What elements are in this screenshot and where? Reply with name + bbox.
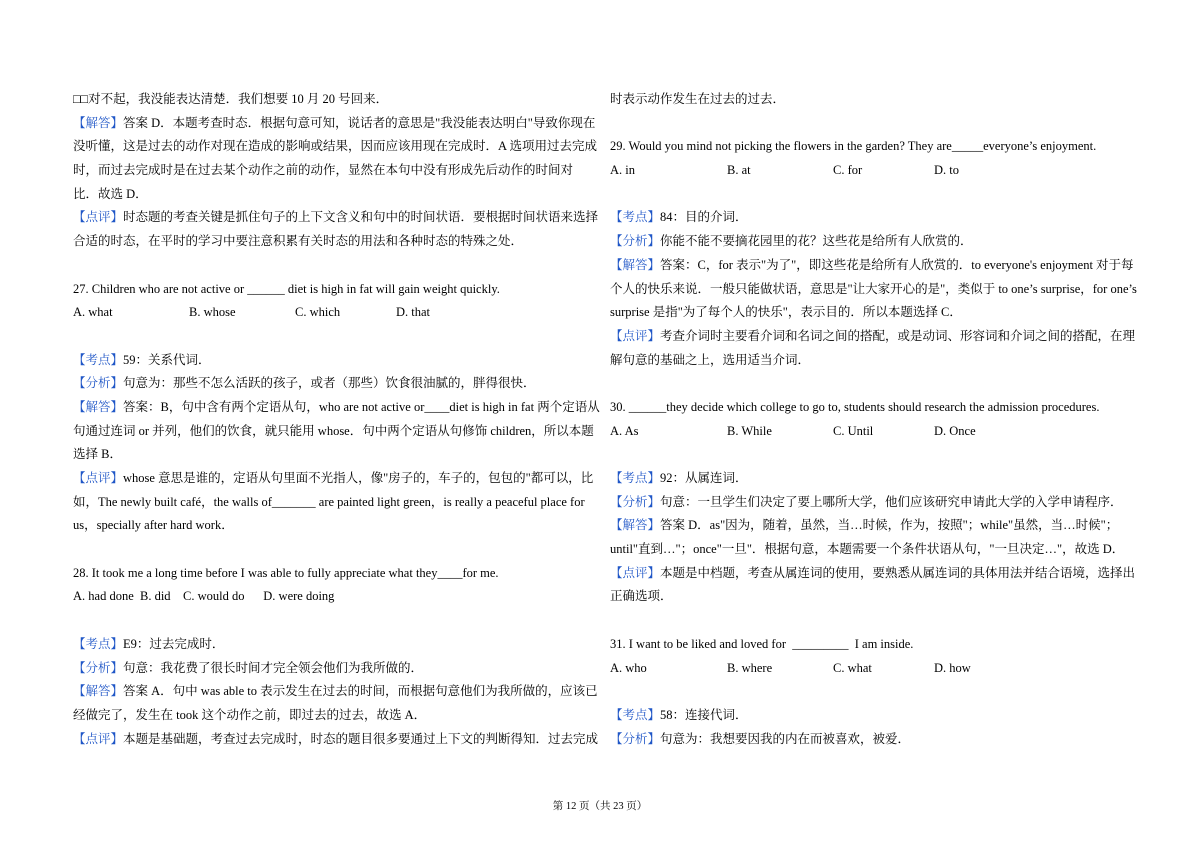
option-a: A. As [610,423,639,438]
question-29: 29. Would you mind not picking the flowers in the garden? They are_____everyone’s enjoyment. [610,139,1097,154]
knowledge-tag: 【考点】 [610,707,661,722]
knowledge-tag: 【考点】 [73,636,124,651]
analysis-tag: 【分析】 [73,376,124,391]
knowledge-point: 【考点】E9：过去完成时． [73,636,225,651]
answer-tag: 【解答】 [73,399,124,414]
option-c: C. which [295,305,341,320]
answer-line: 【解答】答案：B，句中含有两个定语从句，who are not active or____diet is high in fat 两个定语从 [73,399,600,414]
knowledge-point: 【考点】59：关系代词． [73,352,211,367]
option-a: A. in [610,163,635,178]
knowledge-point: 【考点】84：目的介词． [610,210,748,225]
answer-tag: 【解答】 [73,684,124,699]
option-a: A. who [610,660,647,675]
comment-line: us，specially after hard work． [73,518,234,533]
answer-line: 选择 B． [73,447,122,462]
knowledge-tag: 【考点】 [73,352,124,367]
answer-line: 句通过连词 or 并列，他们的饮食，就只能用 whose．句中两个定语从句修饰 children，所以本题 [73,423,594,438]
answer-tag: 【解答】 [610,257,661,272]
knowledge-point: 【考点】92：从属连词． [610,471,748,485]
analysis-tag: 【分析】 [610,494,661,509]
answer-line: 【解答】答案：C，for 表示"为了"，即这些花是给所有人欣赏的．to everyone's enjoyment 对于每 [610,257,1134,272]
question-28: 28. It took me a long time before I was able to fully appreciate what they____for me. [73,565,499,580]
answer-line: 时表示动作发生在过去的过去． [610,92,786,106]
right-column [610,88,1137,751]
comment-tag: 【点评】 [73,731,124,746]
comment-tag: 【点评】 [610,565,661,580]
answer-line: □□对不起，我没能表达清楚．我们想要 10 月 20 号回来． [73,92,389,106]
comment-line: 【点评】本题是基础题，考查过去完成时，时态的题目很多要通过上下文的判断得知．过去完成 [73,731,599,746]
option-b: B. at [727,163,751,178]
option-b: B. While [727,423,772,438]
option-d: D. that [396,305,431,320]
answer-line: until"直到…"；once"一旦"．根据句意，本题需要一个条件状语从句，"一旦决定…"，故选 D． [610,542,1125,557]
analysis-tag: 【分析】 [610,731,661,746]
left-column [73,88,600,751]
comment-line: 【点评】whose 意思是谁的，定语从句里面不光指人，像"房子的，车子的，包包的"都可以，比 [73,471,594,485]
option-b: B. whose [189,305,236,320]
question-30: 30. ______they decide which college to go to, students should research the admission procedures. [610,399,1100,414]
comment-tag: 【点评】 [73,471,124,485]
answer-line: 【解答】答案 A．句中 was able to 表示发生在过去的时间，而根据句意他们为我所做的，应该已 [73,684,598,699]
analysis: 【分析】句意：一旦学生们决定了要上哪所大学，他们应该研究申请此大学的入学申请程序． [610,494,1123,509]
knowledge-tag: 【考点】 [610,471,661,485]
analysis-tag: 【分析】 [73,660,124,675]
analysis: 【分析】句意为：我想要因我的内在而被喜欢，被爱． [610,731,911,746]
question-31-options [610,657,1128,681]
answer-line: 比．故选 D． [73,186,148,201]
answer-tag: 【解答】 [73,115,124,130]
comment-line: 解句意的基础之上，选用适当介词． [610,352,811,367]
question-28-options: A. had done B. did C. would do D. were doing [73,589,335,604]
answer-line: 没听懂，这是过去的动作对现在造成的影响或结果，因而应该用现在完成时．A 选项用过去完成 [73,139,597,154]
question-27-options [73,301,591,325]
answer-line: 【解答】答案 D．本题考查时态．根据句意可知，说话者的意思是"我没能表达明白"导致你现在 [73,115,596,130]
analysis: 【分析】句意：我花费了很长时间才完全领会他们为我所做的． [73,660,424,675]
option-c: C. Until [833,423,874,438]
option-d: D. how [934,660,971,675]
comment-line: 【点评】时态题的考查关键是抓住句子的上下文含义和句中的时间状语．要根据时间状语来选择 [73,210,599,225]
comment-line: 正确选项． [610,589,673,604]
knowledge-tag: 【考点】 [610,210,661,225]
answer-line: 时，而过去完成时是在过去某个动作之前的动作，显然在本句中没有形成先后动作的时间对 [73,163,574,178]
comment-line: 合适的时态，在平时的学习中要注意积累有关时态的用法和各种时态的特殊之处． [73,234,524,249]
analysis-tag: 【分析】 [610,234,661,249]
comment-line: 【点评】本题是中档题，考查从属连词的使用，要熟悉从属连词的具体用法并结合语境，选择出 [610,565,1136,580]
page-footer: 第 12 页（共 23 页） [552,801,648,812]
question-27: 27. Children who are not active or ______ diet is high in fat will gain weight quickly. [73,281,500,296]
answer-line: 经做完了，发生在 took 这个动作之前，即过去的过去，故选 A． [73,707,427,722]
option-b: B. where [727,660,773,675]
knowledge-point: 【考点】58：连接代词． [610,707,748,722]
analysis: 【分析】句意为：那些不怎么活跃的孩子，或者（那些）饮食很油腻的，胖得很快． [73,376,536,391]
comment-tag: 【点评】 [610,328,661,343]
question-31: 31. I want to be liked and loved for _________ I am inside. [610,636,914,651]
option-a: A. what [73,305,113,320]
answer-line: surprise 是指"为了每个人的快乐"，表示目的．所以本题选择 C． [610,305,962,320]
comment-tag: 【点评】 [73,210,124,225]
question-29-options [610,159,1128,183]
analysis: 【分析】你能不能不要摘花园里的花？这些花是给所有人欣赏的． [610,234,973,249]
option-d: D. to [934,163,959,178]
comment-line: 如，The newly built café，the walls of_______ are painted light green，is really a peaceful place for [73,494,585,509]
answer-line: 【解答】答案 D．as"因为，随着，虽然，当…时候，作为，按照"；while"虽然，当…时候"； [610,518,1119,533]
option-c: C. for [833,163,863,178]
option-c: C. what [833,660,872,675]
question-30-options [610,420,1128,444]
answer-line: 个人的快乐来说．一般只能做状语，意思是"让大家开心的是"，类似于 to one’s surprise，for one’s [610,281,1137,296]
comment-line: 【点评】考查介词时主要看介词和名词之间的搭配，或是动词、形容词和介词之间的搭配，在理 [610,328,1136,343]
answer-tag: 【解答】 [610,518,661,533]
option-d: D. Once [934,423,976,438]
